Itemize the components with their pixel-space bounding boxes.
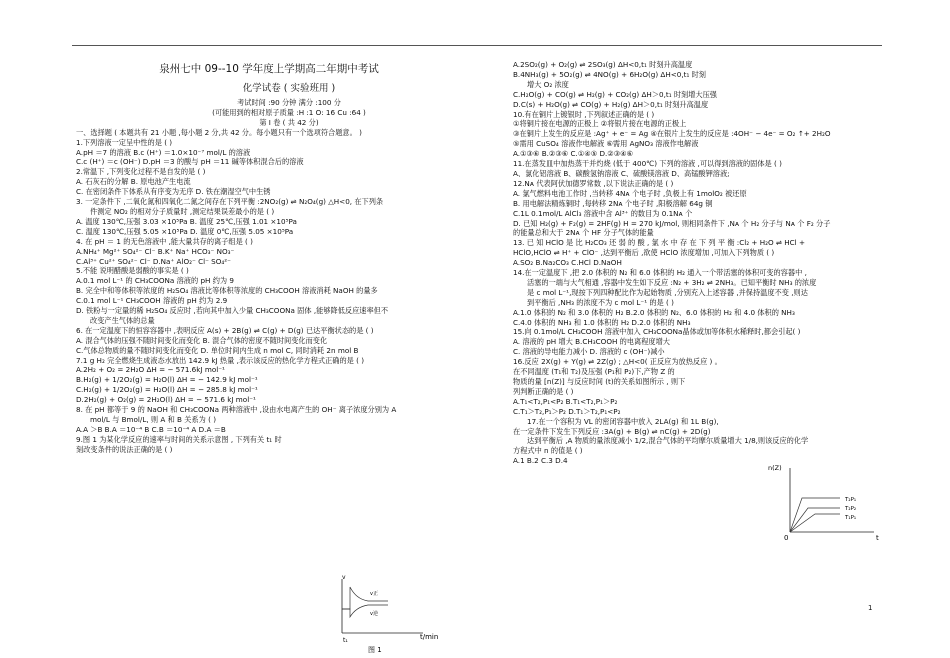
text-line: C. 温度 130℃,压强 5.05 ×10⁵Pa D. 温度 0℃,压强 5.05 ×10⁵Pa xyxy=(76,226,294,236)
fig2-x-label: t xyxy=(876,534,879,542)
text-line: 到平衡后 ,NH₃ 的浓度不为 c mol L⁻¹ 的是 ( ) xyxy=(527,297,674,307)
text-line: 10.有在铜片上镀银时 ,下列叙述正确的是 ( ) xyxy=(513,109,655,119)
left-column xyxy=(76,60,502,455)
text-line: A. 溶液的 pH 增大 B.CH₃COOH 的电离程度增大 xyxy=(513,337,670,347)
text-line: 2.常温下 ,下列变化过程不是自发的是 ( ) xyxy=(76,167,206,177)
text-line: 件测定 NO₂ 的相对分子质量时 ,测定结果误差最小的是 ( ) xyxy=(90,206,275,216)
text-line: A.NH₄⁺ Mg²⁺ SO₄²⁻ Cl⁻ B.K⁺ Na⁺ HCO₃⁻ NO₃⁻ xyxy=(76,246,235,256)
text-line: 9.图 1 为某化学反应的速率与时间的关系示意图 , 下列有关 t₁ 时 xyxy=(76,434,282,444)
text-line: C.Al³⁺ Cu²⁺ SO₄²⁻ Cl⁻ D.Na⁺ AlO₂⁻ Cl⁻ SO₄²⁻ xyxy=(76,256,231,266)
text-line: D.C(s) + H₂O(g) ⇌ CO(g) + H₂(g) ΔH＞0,t₁ 时刻升高温度 xyxy=(513,99,709,109)
text-line: 改变产生气体的总量 xyxy=(90,315,155,325)
text-line: 在一定条件下发生下列反应 :3A(g) + B(g) ⇌ nC(g) + 2D(g) xyxy=(513,426,711,436)
text-line: 刻改变条件的说法正确的是 ( ) xyxy=(76,444,173,454)
text-line: 17.在一个容积为 VL 的密闭容器中放入 2LA(g) 和 1L B(g), xyxy=(527,416,719,426)
text-line: B.4NH₃(g) + 5O₂(g) ⇌ 4NO(g) + 6H₂O(g) ΔH<0,t₁ 时刻 xyxy=(513,69,706,79)
text-line: A.SO₂ B.Na₂CO₃ C.HCl D.NaOH xyxy=(513,258,622,268)
text-line: A. 氯气燃料电池工作时 ,当转移 4Nᴀ 个电子时 ,负极上有 1molO₂ 被还原 xyxy=(513,188,747,198)
text-line: C.4.0 体积的 NH₃ 和 1.0 体积的 H₂ D.2.0 体积的 NH₃ xyxy=(513,317,691,327)
text-line: 达到平衡后 ,A 物质的量浓度减小 1/2,混合气体的平均摩尔质量增大 1/8,则该反应的化学 xyxy=(527,436,809,446)
text-line: A.2SO₂(g) + O₂(g) ⇌ 2SO₃(g) ΔH<0,t₁ 时刻升高温度 xyxy=(513,60,693,69)
text-line: 8. 在 pH 都等于 9 的 NaOH 和 CH₃COONa 两种溶液中 ,设由水电离产生的 OH⁻ 离子浓度分别为 A xyxy=(76,405,397,415)
text-line: 16.反应 2X(g) + Y(g) ⇌ 2Z(g) ; △H<0( 正反应为放热反应 ) 。 xyxy=(513,357,722,367)
text-line: 3. 一定条件下 ,二氧化氮和四氧化二氮之间存在下列平衡 :2NO₂(g) ⇌ N₂O₄(g) △H<0, 在下列条 xyxy=(76,197,384,207)
left-questions xyxy=(76,138,502,455)
part-heading: 第 I 卷 ( 共 42 分) xyxy=(259,117,319,127)
right-column xyxy=(513,60,883,466)
header-rule xyxy=(72,45,882,46)
right-questions xyxy=(513,60,883,466)
text-line: C.0.1 mol L⁻¹ CH₃COOH 溶液的 pH 约为 2.9 xyxy=(76,296,228,306)
text-line: 活塞的一端与大气相通 ,容器中发生如下反应 :N₂ + 3H₂ ⇌ 2NH₃。已知平衡时 NH₃ 的浓度 xyxy=(527,277,817,287)
text-line: A.T₁<T₂,P₁<P₂ B.T₁<T₂,P₁＞P₂ xyxy=(513,396,618,406)
text-line: HClO,HClO ⇌ H⁺ + ClO⁻ ,达到平衡后 ,欲使 HClO 浓度增加 ,可加入下列物质 ( ) xyxy=(513,248,775,258)
text-line: 14.在一定温度下 ,把 2.0 体积的 N₂ 和 6.0 体积的 H₂ 通入一个带活塞的体积可变的容器中 , xyxy=(513,268,807,278)
fig2-label-t1p1: T₁P₁ xyxy=(845,515,857,521)
text-line: A.0.1 mol L⁻¹ 的 CH₃COONa 溶液的 pH 约为 9 xyxy=(76,276,234,286)
text-line: 在不同温度 (T₁和 T₂)及压强 (P₁和 P₂)下,产物 Z 的 xyxy=(513,367,675,377)
figure-2-nz-time-graph xyxy=(760,462,880,542)
exam-info: 考试时间 :90 分钟 满分 :100 分 xyxy=(237,98,341,107)
text-line: 7.1 g H₂ 完全燃烧生成液态水放出 142.9 kJ 热量 ,表示该反应的热化学方程式正确的是 ( ) xyxy=(76,355,365,365)
text-line: A. 混合气体的压强不随时间变化而变化 B. 混合气体的密度不随时间变化而变化 xyxy=(76,335,328,345)
text-line: ①将铜片接在电源的正极上 ②将银片接在电源的正极上 xyxy=(513,119,687,129)
text-line: 的能量总和大于 2Nᴀ 个 HF 分子气体的能量 xyxy=(513,228,654,238)
text-line: C.气体总物质的量不随时间变化而变化 D. 单位时间内生成 n mol C, 同时消耗 2n mol B xyxy=(76,345,359,355)
fig2-y-label: n(Z) xyxy=(768,464,782,472)
fig1-label-forward: v正 xyxy=(370,591,378,597)
text-line: B.H₂(g) + 1/2O₂(g) = H₂O(l) ΔH = − 142.9 kJ mol⁻¹ xyxy=(76,375,258,385)
text-line: A.1.0 体积的 N₂ 和 3.0 体积的 H₂ B.2.0 体积的 N₂、6.0 体积的 H₂ 和 4.0 体积的 NH₃ xyxy=(513,307,795,317)
fig1-curve-reverse xyxy=(342,605,388,617)
text-line: 13. 已 知 HClO 是 比 H₂CO₃ 还 弱 的 酸 , 氯 水 中 存 在 下 列 平 衡 :Cl₂ + H₂O ⇌ HCl + xyxy=(513,238,805,248)
text-line: A.pH ＝7 的溶液 B.c (H⁺) ＝1.0×10⁻⁷ mol/L 的溶液 xyxy=(76,147,251,157)
text-line: ③在铜片上发生的反应是 :Ag⁺ + e⁻ = Ag ④在银片上发生的反应是 :4OH⁻ − 4e⁻ = O₂ ↑+ 2H₂O xyxy=(513,129,831,139)
text-line: 4. 在 pH ＝ 1 的无色溶液中 ,能大量共存的离子组是 ( ) xyxy=(76,236,253,246)
exam-subtitle: 化学试卷 ( 实验班用 ) xyxy=(242,83,336,94)
text-line: D. 已知 H₂(g) + F₂(g) = 2HF(g) H = 270 kJ/mol, 则相同条件下 ,Nᴀ 个 H₂ 分子与 Nᴀ 个 F₂ 分子 xyxy=(513,218,831,228)
text-line: D. 铁粉与一定量的稀 H₂SO₄ 反应时 ,若向其中加入少量 CH₃COONa 固体 ,能够降低反应速率但不 xyxy=(76,306,389,316)
text-line: A. 石灰石的分解 B. 原电池产生电流 xyxy=(76,177,191,187)
fig2-label-t2p2: T₂P₂ xyxy=(845,506,857,512)
text-line: A.2H₂ + O₂ = 2H₂O ΔH = − 571.6kJ mol⁻¹ xyxy=(76,365,225,375)
text-line: C.H₂(g) + 1/2O₂(g) = H₂O(l) ΔH = − 285.8 kJ mol⁻¹ xyxy=(76,385,258,395)
text-line: A.A ＞B B.A ＝10⁻⁴ B C.B ＝10⁻⁴ A D.A ＝B xyxy=(76,424,226,434)
figure-1-rate-time-graph xyxy=(328,573,448,658)
text-line: C. 溶液的导电能力减小 D. 溶液的 c (OH⁻)减小 xyxy=(513,347,665,357)
text-line: C.1L 0.1mol/L AlCl₃ 溶液中含 Al³⁺ 的数目为 0.1Nᴀ 个 xyxy=(513,208,693,218)
fig2-label-t2p1: T₂P₁ xyxy=(845,497,857,503)
text-line: C.c (H⁺) ＝c (OH⁻) D.pH ＝3 的酸与 pH ＝11 碱等体积混合后的溶液 xyxy=(76,157,304,167)
text-line: 方程式中 n 的值是 ( ) xyxy=(513,446,583,456)
text-line: B. 用电解法精炼铜时 ,每转移 2Nᴀ 个电子时 ,阳极溶解 64g 铜 xyxy=(513,198,713,208)
text-line: D.2H₂(g) + O₂(g) = 2H₂O(l) ΔH = − 571.6 kJ mol⁻¹ xyxy=(76,395,256,405)
section-instructions: 一、选择题 ( 本题共有 21 小题 ,每小题 2 分,共 42 分。每小题只有一个选项符合题意。 ) xyxy=(76,127,362,137)
page-number: 1 xyxy=(868,604,873,612)
fig1-x-label: t/min xyxy=(420,633,439,641)
text-line: ⑤需用 CuSO₄ 溶液作电解液 ⑥需用 AgNO₃ 溶液作电解液 xyxy=(513,139,699,149)
text-line: mol/L 与 Bmol/L, 则 A 和 B 关系为 ( ) xyxy=(90,415,217,424)
fig1-t1-label: t₁ xyxy=(343,637,348,644)
fig2-origin: 0 xyxy=(784,534,789,542)
text-line: C.H₂O(g) + CO(g) ⇌ H₂(g) + CO₂(g) ΔH＞0,t₁ 时刻增大压强 xyxy=(513,89,717,99)
text-line: 6. 在一定温度下的恒容容器中 ,表明反应 A(s) + 2B(g) ⇌ C(g) + D(g) 已达平衡状态的是 ( ) xyxy=(76,325,374,335)
text-line: 增大 O₂ 浓度 xyxy=(527,79,569,89)
atomic-mass-note: (可能用到的相对原子质量 :H :1 O: 16 Cu :64 ) xyxy=(212,107,366,117)
text-line: 物质的量 [n(Z)] 与反应时间 (t)的关系如图所示 , 则下 xyxy=(513,377,686,386)
text-line: A.1 B.2 C.3 D.4 xyxy=(513,456,568,466)
text-line: B. 完全中和等体积等浓度的 H₂SO₄ 溶液比等体积等浓度的 CH₃COOH 溶液消耗 NaOH 的量多 xyxy=(76,286,378,296)
text-line: A.①③⑥ B.②③⑥ C.①④⑤ D.②③④⑥ xyxy=(513,149,634,159)
text-line: 11.在蒸发皿中加热蒸干并灼烧 (低于 400℃) 下列的溶液 ,可以得到溶液的固体是 ( ) xyxy=(513,159,782,169)
text-line: 是 c mol L⁻¹,现按下列四种配比作为起始物质 ,分别充入上述容器 ,并保持温度不变 ,则达 xyxy=(527,287,808,297)
text-line: A. 温度 130℃,压强 3.03 ×10⁵Pa B. 温度 25℃,压强 1.01 ×10⁵Pa xyxy=(76,216,297,226)
fig1-caption: 图 1 xyxy=(368,646,382,654)
text-line: C. 在密闭条件下体系从有序变为无序 D. 铁在潮湿空气中生锈 xyxy=(76,187,271,197)
fig2-curve-t1p1 xyxy=(790,514,840,532)
text-line: 12.Nᴀ 代表阿伏加德罗常数 ,以下说法正确的是 ( ) xyxy=(513,178,674,188)
fig1-y-label: v xyxy=(342,574,346,581)
text-line: 15.向 0.1mol/L CH₃COOH 溶液中加入 CH₃COONa晶体或加等体积水稀释时,都会引起( ) xyxy=(513,327,801,337)
text-line: 1.下列溶液一定呈中性的是 ( ) xyxy=(76,137,173,147)
text-line: 列判断正确的是 ( ) xyxy=(513,386,574,396)
text-line: 5.不能 说明醋酸是弱酸的事实是 ( ) xyxy=(76,266,189,276)
text-line: A、氯化铝溶液 B、碳酸氢钠溶液 C、硫酸镁溶液 D、高锰酸钾溶液; xyxy=(513,168,730,178)
text-line: C.T₁＞T₂,P₁＞P₂ D.T₁＞T₂,P₁<P₂ xyxy=(513,406,621,416)
exam-title: 泉州七中 09--10 学年度上学期高二年期中考试 xyxy=(159,63,379,75)
fig1-label-reverse: v逆 xyxy=(370,611,378,617)
